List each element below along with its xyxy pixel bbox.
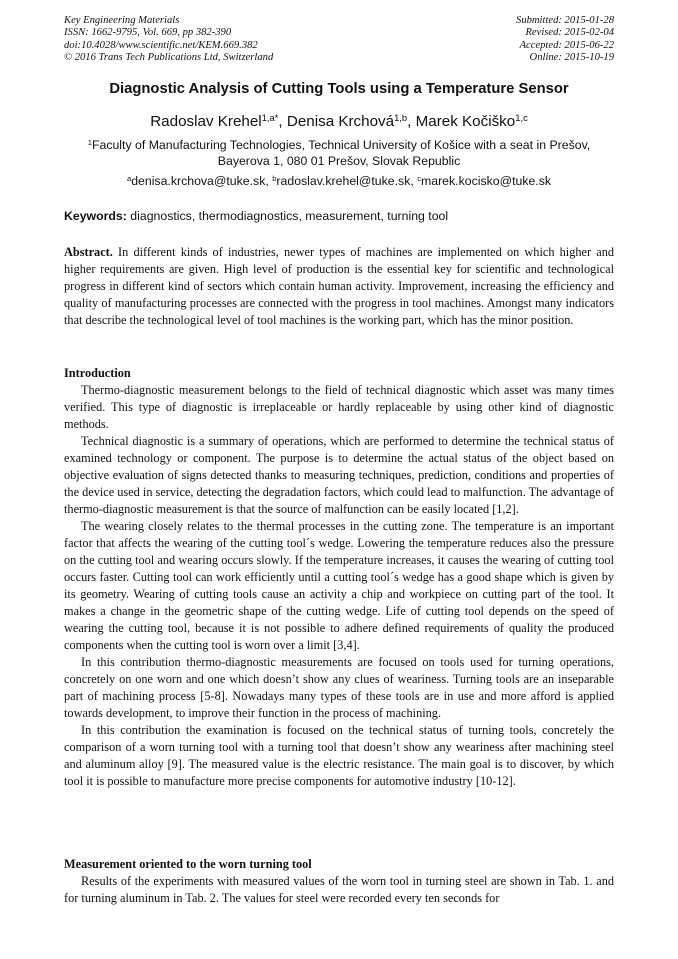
- date-online: Online: 2015-10-19: [529, 52, 614, 64]
- journal-name: Key Engineering Materials: [64, 15, 180, 26]
- paragraph: Results of the experiments with measured values of the worn tool in turning steel are shown in Tab. 1. and for turning aluminum in Tab. 2. The values for steel were recorded every ten seconds for: [64, 874, 614, 905]
- affiliation-superscript: 1: [87, 137, 92, 147]
- paragraph: The wearing closely relates to the thermal processes in the cutting zone. The temperature is an important factor that affects the wearing of the cutting tool´s wedge. Lowering the temperature reduces also the pressure on the cutting tool and wearing occurs slowly. If the temperature increases, it causes the wearing of cutting tool occurs faster. Cutting tool can work efficiently until a cutting tool´s wedge has a good shape which is given by its geometry. Wearing of cutting tools cause an activity a chip and workpiece on cutting part of the tool. It makes a change in the geometric shape of the cutting wedge. Life of cutting tool depends on the speed of wearing the cutting tool, because it is not possible to adhere defined requirements of quality the produced components when the cutting tool is worn over a limit [3,4].: [64, 519, 614, 652]
- author-list: Radoslav Krehel$^{1,a*}$, Denisa Krchová$^{1,b}$, Marek Kočiško$^{1,c}$: [150, 111, 528, 130]
- section-heading: Introduction: [64, 366, 131, 380]
- date-accepted: Accepted: 2015-06-22: [519, 39, 614, 51]
- email-link[interactable]: denisa.krchova@tuke.sk: [131, 174, 266, 188]
- paragraph: Thermo-diagnostic measurement belongs to the field of technical diagnostic which asset was many times verified. This type of diagnostic is irreplaceable or hardly replaceable by using other kind of diagnostic methods.: [64, 383, 614, 431]
- affiliation-line-1: Faculty of Manufacturing Technologies, Technical University of Košice with a seat in Prešov,: [91, 138, 591, 152]
- author-superscript: 1,a*: [261, 111, 279, 123]
- email-superscript: c: [417, 173, 421, 183]
- email-link[interactable]: radoslav.krehel@tuke.sk: [276, 174, 411, 188]
- worn-tool-section: [64, 856, 614, 907]
- introduction-section: [64, 365, 614, 790]
- author-superscript: 1,c: [515, 111, 528, 123]
- email-link[interactable]: marek.kocisko@tuke.sk: [421, 174, 552, 188]
- keywords-label: Keywords:: [64, 209, 127, 223]
- author-name: Marek Kočiško: [415, 113, 516, 130]
- section-heading: Measurement oriented to the worn turning tool: [64, 857, 312, 871]
- email-list: $^a$denisa.krchova@tuke.sk, $^b$radoslav.krehel@tuke.sk, $^c$marek.kocisko@tuke.sk: [126, 173, 552, 188]
- author-superscript: 1,b: [394, 111, 408, 123]
- author-name: Denisa Krchová: [286, 113, 395, 130]
- journal-copyright: © 2016 Trans Tech Publications Ltd, Switzerland: [64, 52, 274, 64]
- paragraph: Technical diagnostic is a summary of operations, which are performed to determine the technical status of examined technology or component. The purpose is to determine the actual status of the object based on objective evaluation of signs detected thanks to measuring techniques, prediction, conditions and properties of the device used in service, detecting the degradation factors, which could lead to malfunction. The advantage of thermo-diagnostic measurement is that the source of malfunction can be easily located [1,2].: [64, 434, 614, 516]
- keywords: [64, 209, 614, 223]
- journal-issn: ISSN: 1662-9795, Vol. 669, pp 382-390: [64, 27, 232, 39]
- affiliation-line-2: Bayerova 1, 080 01 Prešov, Slovak Republic: [217, 154, 461, 168]
- author-name: Radoslav Krehel: [150, 113, 262, 130]
- abstract-text: In different kinds of industries, newer types of machines are implemented on which higher and higher requirements are given. High level of production is the essential key for scientific and technological progress in different kind of sectors which contain human activity. Improvement, increasing the efficiency and quality of manufacturing processes are connected with the progress in tool machines. Amongst many indicators that describe the technological level of tool machines is the working part, which has the minor position.: [64, 245, 614, 327]
- journal-doi: doi:10.4028/www.scientific.net/KEM.669.382: [64, 39, 258, 51]
- paper-title: Diagnostic Analysis of Cutting Tools using a Temperature Sensor: [109, 81, 569, 97]
- email-superscript: a: [126, 173, 132, 183]
- paragraph: In this contribution thermo-diagnostic measurements are focused on tools used for turning operations, concretely on one worn and one which doesn’t show any clues of weariness. Turning tools are an inseparable part of machining process [5-8]. Nowadays many types of these tools are in use and more afford is applied towards development, to improve their function in the process of machining.: [64, 655, 614, 720]
- journal-info: [64, 15, 273, 65]
- submission-dates: [516, 15, 614, 65]
- email-superscript: b: [272, 173, 277, 183]
- paragraph: In this contribution the examination is focused on the technical status of turning tools, concretely the comparison of a worn turning tool with a turning tool that doesn’t show any weariness after machining steel and aluminum alloy [9]. The measured value is the electric resistance. The main goal is to discover, by which tool it is possible to manufacture more precise components for automotive industry [10-12].: [64, 723, 614, 788]
- date-revised: Revised: 2015-02-04: [525, 27, 614, 39]
- affiliation: [0, 137, 678, 169]
- keywords-text: diagnostics, thermodiagnostics, measurement, turning tool: [130, 209, 449, 223]
- abstract: [64, 244, 614, 329]
- date-submitted: Submitted: 2015-01-28: [516, 15, 614, 26]
- abstract-label: Abstract.: [64, 245, 113, 259]
